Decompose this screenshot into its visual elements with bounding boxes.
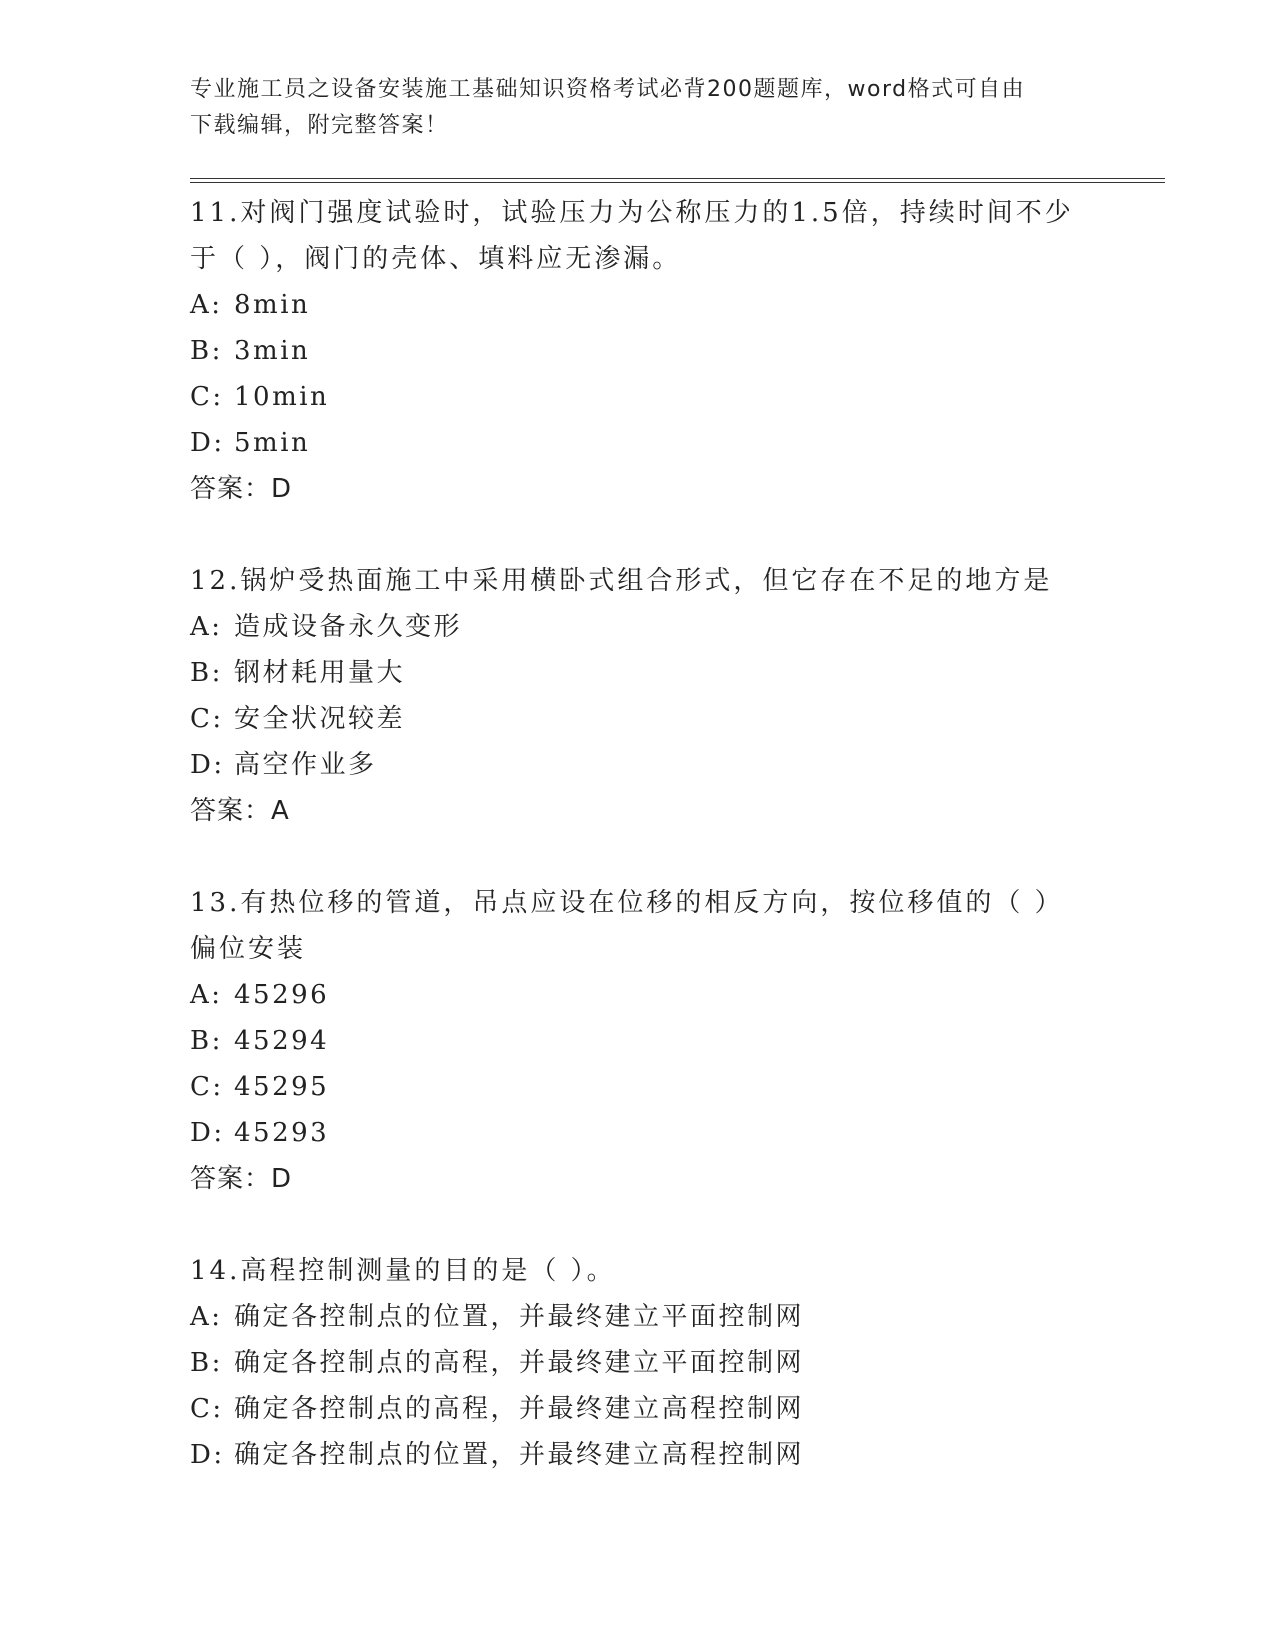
option-key: C:	[190, 1072, 224, 1102]
question-text: 于（ ），阀门的壳体、填料应无渗漏。	[190, 244, 682, 274]
option-text: 45296	[234, 980, 330, 1010]
option-key: D:	[190, 428, 225, 458]
answer-option	[190, 1386, 1090, 1432]
answer-option	[190, 650, 1090, 696]
option-key: C:	[190, 1394, 224, 1424]
option-text: 10min	[234, 382, 330, 412]
question-gap	[190, 1202, 1090, 1248]
option-text: 45293	[234, 1118, 330, 1148]
answer-option	[190, 1340, 1090, 1386]
option-text: 8min	[234, 290, 311, 320]
answer-option	[190, 1432, 1090, 1478]
question-block	[190, 558, 1090, 834]
question-block	[190, 190, 1090, 512]
option-text: 确定各控制点的位置，并最终建立平面控制网	[234, 1302, 805, 1332]
option-text: 高空作业多	[234, 750, 377, 780]
option-text: 确定各控制点的高程，并最终建立高程控制网	[234, 1394, 805, 1424]
question-gap	[190, 512, 1090, 558]
option-key: D:	[190, 1118, 225, 1148]
question-block	[190, 880, 1090, 1202]
option-text: 确定各控制点的位置，并最终建立高程控制网	[234, 1440, 805, 1470]
question-text: 12.锅炉受热面施工中采用横卧式组合形式，但它存在不足的地方是	[190, 566, 1053, 596]
answer-option	[190, 1110, 1090, 1156]
option-key: B:	[190, 336, 223, 366]
answer-option	[190, 1294, 1090, 1340]
option-text: 安全状况较差	[234, 704, 406, 734]
option-text: 3min	[234, 336, 311, 366]
question-text: 偏位安装	[190, 934, 307, 964]
question-block	[190, 1248, 1090, 1478]
answer-option	[190, 742, 1090, 788]
header-line-2: 下载编辑，附完整答案！	[190, 113, 449, 138]
answer-key: 答案：D	[190, 474, 293, 504]
answer-key: 答案：A	[190, 796, 290, 826]
option-text: 造成设备永久变形	[234, 612, 463, 642]
header-divider	[190, 178, 1165, 183]
question-text: 14.高程控制测量的目的是（ ）。	[190, 1256, 616, 1286]
answer-option	[190, 604, 1090, 650]
option-key: B:	[190, 1026, 223, 1056]
answer-key: 答案：D	[190, 1164, 293, 1194]
option-key: D:	[190, 1440, 225, 1470]
option-text: 45295	[234, 1072, 330, 1102]
option-text: 确定各控制点的高程，并最终建立平面控制网	[234, 1348, 805, 1378]
answer-option	[190, 420, 1090, 466]
question-list	[190, 190, 1090, 1478]
answer-option	[190, 374, 1090, 420]
answer-option	[190, 1064, 1090, 1110]
option-key: A:	[190, 980, 223, 1010]
document-header	[190, 72, 1090, 144]
option-key: C:	[190, 704, 224, 734]
option-key: A:	[190, 612, 223, 642]
option-text: 钢材耗用量大	[234, 658, 406, 688]
answer-option	[190, 1018, 1090, 1064]
question-text: 11.对阀门强度试验时，试验压力为公称压力的1.5倍，持续时间不少	[190, 198, 1074, 228]
option-key: D:	[190, 750, 225, 780]
question-gap	[190, 834, 1090, 880]
header-line-1: 专业施工员之设备安装施工基础知识资格考试必背200题题库，word格式可自由	[190, 77, 1026, 102]
option-text: 5min	[234, 428, 311, 458]
option-key: B:	[190, 658, 223, 688]
option-key: A:	[190, 290, 223, 320]
answer-option	[190, 328, 1090, 374]
answer-option	[190, 282, 1090, 328]
question-text: 13.有热位移的管道，吊点应设在位移的相反方向，按位移值的（ ）	[190, 888, 1064, 918]
option-key: A:	[190, 1302, 223, 1332]
option-key: B:	[190, 1348, 223, 1378]
answer-option	[190, 972, 1090, 1018]
option-text: 45294	[234, 1026, 330, 1056]
option-key: C:	[190, 382, 224, 412]
answer-option	[190, 696, 1090, 742]
